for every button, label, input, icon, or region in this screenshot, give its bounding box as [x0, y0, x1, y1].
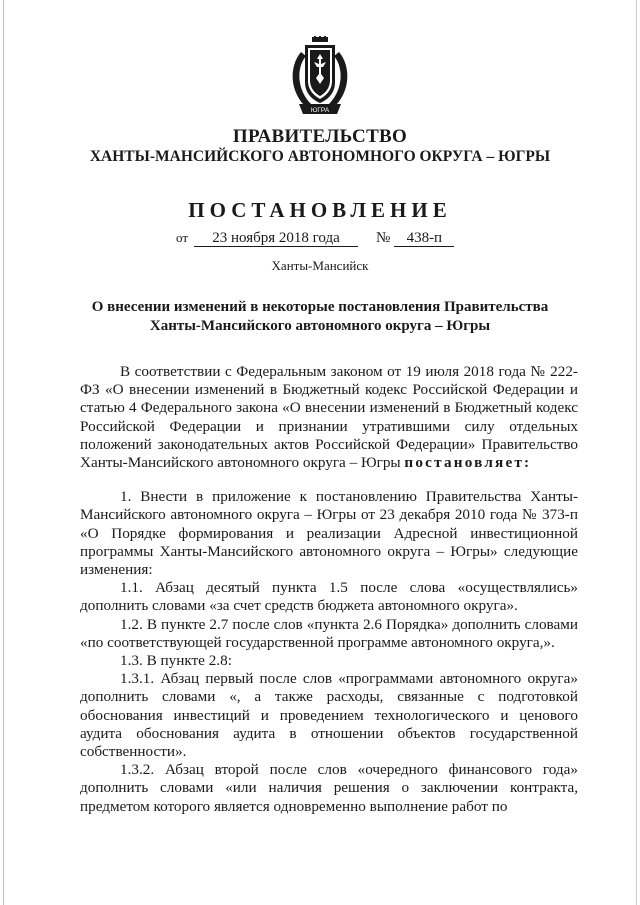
- document-body: [80, 363, 578, 816]
- paragraph-1-3-2: 1.3.2. Абзац второй после слов «очередного финансового года» дополнить словами «или наличия решения о заключении контракта, предметом которого является одновременно выполнение работ по: [80, 761, 578, 815]
- date-number-line: [176, 230, 454, 247]
- paragraph-1-1: 1.1. Абзац десятый пункта 1.5 после слова «осуществлялись» дополнить словами «за счет средств бюджета автономного округа».: [80, 579, 578, 615]
- paragraph-1: 1. Внести в приложение к постановлению Правительства Ханты-Мансийского автономного округа – Югры от 23 декабря 2010 года № 373-п «О Порядке формирования и реализации Адресной инвестиционной программы Ханты-Мансийского автономного округа – Югры» следующие изменения:: [80, 488, 578, 579]
- paragraph-1-3: 1.3. В пункте 2.8:: [120, 652, 232, 670]
- preamble-paragraph: [80, 363, 578, 472]
- document-number: 438-п: [394, 230, 454, 247]
- coat-of-arms-emblem: [287, 36, 353, 118]
- paragraph-1-3-1: 1.3.1. Абзац первый после слов «программами автономного округа» дополнить словами «, а также расходы, связанные с подготовкой обоснования инвестиций и проведением технологического и ценового аудита обоснования аудита в отношении объектов государственной собственности».: [80, 670, 578, 761]
- date-prefix: от: [176, 230, 189, 245]
- emblem-ribbon-text: ЮГРА: [310, 107, 330, 114]
- document-date: 23 ноября 2018 года: [194, 230, 358, 247]
- government-title: ПРАВИТЕЛЬСТВО: [232, 126, 408, 147]
- document-type: ПОСТАНОВЛЕНИЕ: [188, 198, 452, 222]
- region-title: ХАНТЫ-МАНСИЙСКОГО АВТОНОМНОГО ОКРУГА – ЮГРЫ: [89, 148, 551, 165]
- preamble-text: В соответствии с Федеральным законом от 19 июля 2018 года № 222-ФЗ «О внесении изменений в Бюджетный кодекс Российской Федерации и статью 4 Федерального закона «О внесении изменений в Бюджетный кодекс Российской Федерации и признании утратившими силу отдельных положений законодательных актов Российской Федерации» Правительство Ханты-Мансийского автономного округа – Югры: [80, 363, 578, 472]
- paragraph-1-2: 1.2. В пункте 2.7 после слов «пункта 2.6 Порядка» дополнить словами «по соответствующей государственной программе автономного округа,».: [80, 615, 578, 651]
- number-prefix: №: [376, 230, 391, 246]
- decree-word: постановляет:: [404, 454, 532, 472]
- document-title: О внесении изменений в некоторые постановления Правительства Ханты-Мансийского автономного округа – Югры: [91, 299, 549, 334]
- city-name: Ханты-Мансийск: [271, 258, 369, 273]
